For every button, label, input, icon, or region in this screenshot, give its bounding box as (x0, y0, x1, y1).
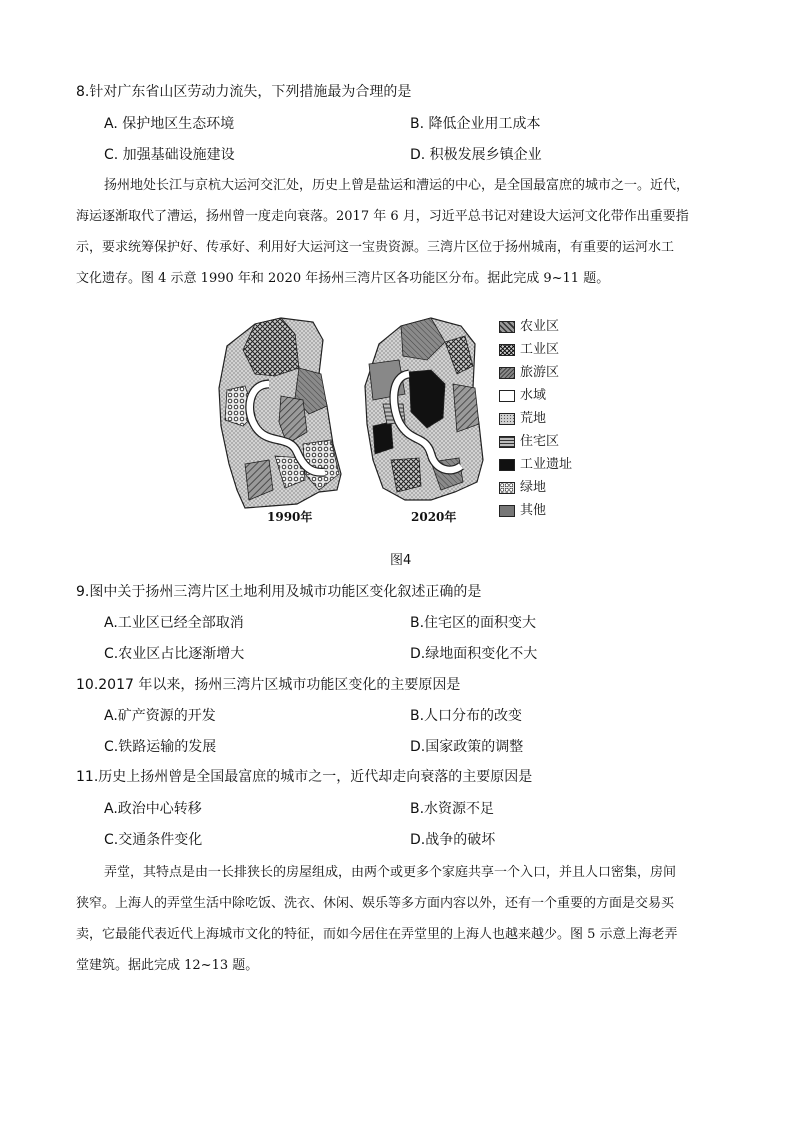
legend-residential (499, 433, 559, 451)
question-8-option-d[interactable]: D. 积极发展乡镇企业 (410, 147, 542, 163)
legend-label-wasteland: 荒地 (520, 411, 547, 426)
legend-swatch-residential (499, 436, 515, 448)
figure-4-label: 图4 (390, 553, 412, 568)
legend-label-tourism: 旅游区 (520, 365, 560, 380)
legend-label-water: 水域 (520, 388, 547, 403)
question-10-stem: 10.2017 年以来，扬州三湾片区城市功能区变化的主要原因是 (76, 677, 461, 693)
passage-yangzhou-line-1: 扬州地处长江与京杭大运河交汇处，历史上曾是盐运和漕运的中心，是全国最富庶的城市之一。近代， (104, 178, 690, 193)
legend-swatch-water (499, 390, 515, 402)
legend-swatch-other (499, 505, 515, 517)
question-8-option-c[interactable]: C. 加强基础设施建设 (104, 147, 235, 163)
legend-wasteland (499, 410, 546, 428)
legend-swatch-agriculture (499, 321, 515, 333)
question-10-option-c[interactable]: C.铁路运输的发展 (104, 739, 217, 755)
question-8-option-a[interactable]: A. 保护地区生态环境 (104, 116, 235, 132)
question-11-option-a[interactable]: A.政治中心转移 (104, 801, 202, 817)
passage-yangzhou-line-3: 示，要求统筹保护好、传承好、利用好大运河这一宝贵资源。三湾片区位于扬州城南，有重要的运河水工 (76, 240, 675, 255)
question-10-option-a[interactable]: A.矿产资源的开发 (104, 708, 216, 724)
legend-agriculture (499, 318, 559, 336)
question-9-option-c[interactable]: C.农业区占比逐渐增大 (104, 646, 245, 662)
legend-swatch-industry (499, 344, 515, 356)
passage-shanghai-line-3: 卖，它最能代表近代上海城市文化的特征，而如今居住在弄堂里的上海人也越来越少。图 5 示意上海老弄 (76, 927, 678, 942)
legend-green-space (499, 479, 546, 497)
map-1990 (219, 318, 341, 508)
legend-label-agriculture: 农业区 (520, 319, 560, 334)
legend-label-industrial-heritage: 工业遗址 (520, 457, 573, 472)
question-11-option-d[interactable]: D.战争的破坏 (410, 832, 496, 848)
map-1990-caption: 1990年 (267, 510, 313, 524)
passage-shanghai-lanes (76, 857, 726, 981)
map-2020-caption: 2020年 (411, 510, 457, 524)
passage-yangzhou-line-4: 文化遗存。图 4 示意 1990 年和 2020 年扬州三湾片区各功能区分布。据此完成 9~11 题。 (76, 271, 610, 286)
question-9-option-d[interactable]: D.绿地面积变化不大 (410, 646, 538, 662)
legend-other (499, 502, 546, 520)
passage-yangzhou-line-2: 海运逐渐取代了漕运，扬州曾一度走向衰落。2017 年 6 月，习近平总书记对建设大运河文化带作出重要指 (76, 209, 689, 224)
question-9-stem: 9.图中关于扬州三湾片区土地利用及城市功能区变化叙述正确的是 (76, 584, 482, 600)
question-9-option-a[interactable]: A.工业区已经全部取消 (104, 615, 244, 631)
legend-swatch-wasteland (499, 413, 515, 425)
legend-industrial-heritage (499, 456, 572, 474)
question-8-option-b[interactable]: B. 降低企业用工成本 (410, 116, 541, 132)
passage-yangzhou (76, 170, 726, 294)
question-10-option-d[interactable]: D.国家政策的调整 (410, 739, 524, 755)
figure-4-maps (215, 314, 585, 530)
question-11-stem: 11.历史上扬州曾是全国最富庶的城市之一，近代却走向衰落的主要原因是 (76, 769, 533, 785)
question-9-option-b[interactable]: B.住宅区的面积变大 (410, 615, 537, 631)
legend-swatch-industrial-heritage (499, 459, 515, 471)
legend-tourism (499, 364, 559, 382)
legend-swatch-tourism (499, 367, 515, 379)
passage-shanghai-line-2: 狭窄。上海人的弄堂生活中除吃饭、洗衣、休闲、娱乐等多方面内容以外，还有一个重要的方面是交易买 (76, 896, 675, 911)
legend-label-residential: 住宅区 (520, 434, 560, 449)
passage-shanghai-line-4: 堂建筑。据此完成 12~13 题。 (76, 958, 259, 973)
figure-4-map-drawings (215, 314, 495, 530)
question-11-option-b[interactable]: B.水资源不足 (410, 801, 495, 817)
question-10-option-b[interactable]: B.人口分布的改变 (410, 708, 523, 724)
legend-label-industry: 工业区 (520, 342, 560, 357)
legend-water (499, 387, 546, 405)
question-11-option-c[interactable]: C.交通条件变化 (104, 832, 203, 848)
legend-swatch-green-space (499, 482, 515, 494)
legend-industry (499, 341, 559, 359)
passage-shanghai-line-1: 弄堂，其特点是由一长排狭长的房屋组成，由两个或更多个家庭共享一个入口，并且人口密集，房间 (104, 865, 677, 880)
legend-label-green-space: 绿地 (520, 480, 547, 495)
map-2020 (365, 318, 483, 500)
question-8-stem: 8.针对广东省山区劳动力流失，下列措施最为合理的是 (76, 84, 412, 100)
legend-label-other: 其他 (520, 503, 547, 518)
